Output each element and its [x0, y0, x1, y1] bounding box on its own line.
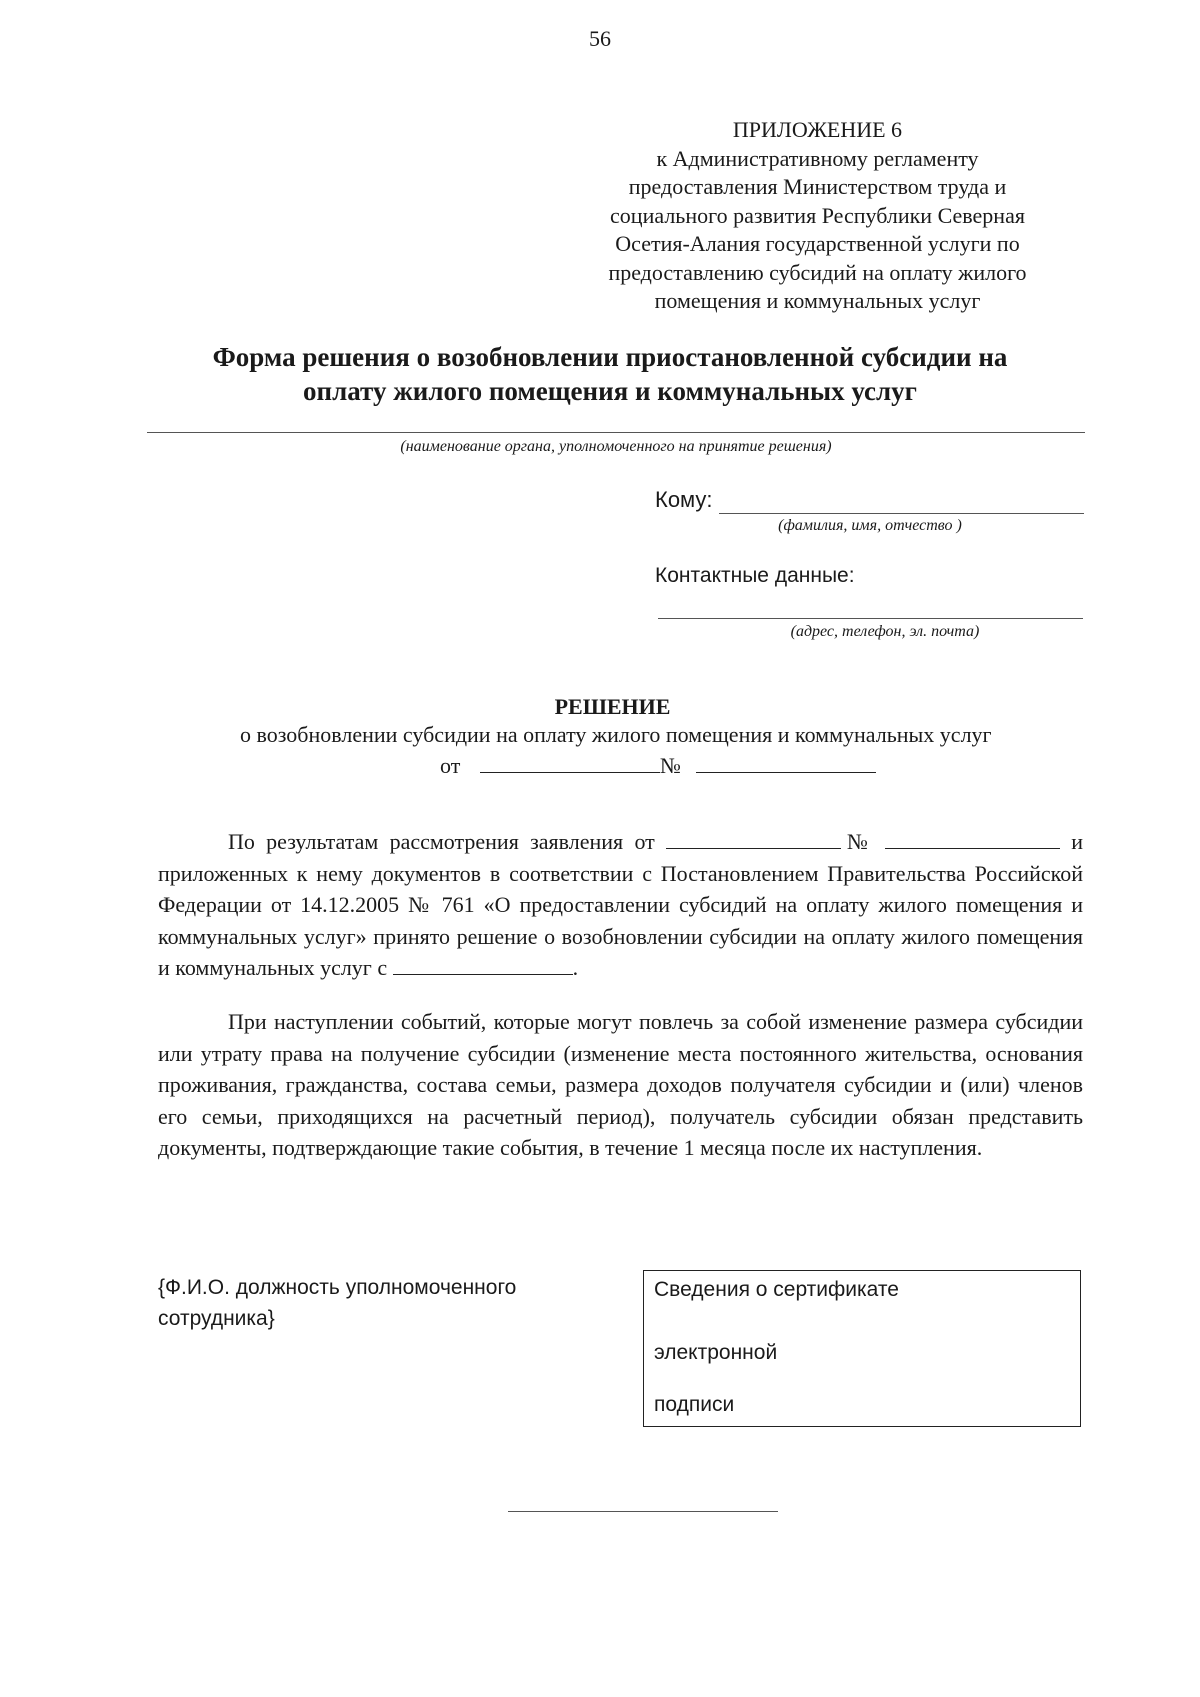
- decision-subtitle: о возобновлении субсидии на оплату жилого помещения и коммунальных услуг: [240, 722, 992, 747]
- recipient-label: Кому:: [655, 487, 713, 512]
- decision-heading: РЕШЕНИЕ: [554, 694, 671, 719]
- application-number-blank: [885, 828, 1060, 849]
- recipient-name-line: [719, 513, 1084, 514]
- appendix-header: [560, 116, 1075, 316]
- certificate-line-1: Сведения о сертификате: [654, 1278, 899, 1301]
- appendix-line: к Административному регламенту: [656, 145, 979, 171]
- certificate-line-2: электронной: [654, 1341, 778, 1364]
- recipient-caption: (фамилия, имя, отчество ): [778, 517, 962, 534]
- appendix-line: предоставления Министерством труда и: [628, 174, 1007, 199]
- contact-line: [658, 618, 1083, 619]
- appendix-line: социального развития Республики Северная: [610, 202, 1025, 228]
- decision-date-blank: [480, 752, 660, 773]
- authority-caption: (наименование органа, уполномоченного на принятие решения): [400, 438, 832, 455]
- contact-label: Контактные данные:: [655, 564, 855, 587]
- paragraph-1-body: и приложенных к нему документов в соответствии с Постановлением Правительства Российской Федерации от 14.12.2005 № 761 «О предоставлении субсидий на оплату жилого помещения и коммунальных услуг» принято решение о возобновлении субсидии на оплату жилого помещения и коммунальных услуг с: [158, 829, 1084, 980]
- appendix-line: помещения и коммунальных услуг: [654, 288, 981, 313]
- page-number: 56: [589, 26, 611, 51]
- contact-caption: (адрес, телефон, эл. почта): [790, 623, 980, 640]
- appendix-line: Осетия-Алания государственной услуги по: [615, 231, 1020, 256]
- authority-name-line: [147, 432, 1085, 433]
- decision-number-blank: [696, 752, 876, 773]
- decision-date-number: [440, 752, 876, 779]
- bottom-divider: [508, 1511, 778, 1512]
- certificate-box: [643, 1270, 1081, 1427]
- form-title: [160, 340, 1060, 408]
- paragraph-1-end: .: [572, 955, 579, 980]
- number-sign: №: [659, 753, 681, 778]
- appendix-title: ПРИЛОЖЕНИЕ 6: [732, 117, 903, 142]
- appendix-line: предоставлению субсидий на оплату жилого: [608, 259, 1027, 285]
- paragraph-1: [158, 826, 1083, 984]
- paragraph-1-start: По результатам рассмотрения заявления от: [228, 829, 655, 854]
- form-title-line-2: оплату жилого помещения и коммунальных услуг: [303, 376, 917, 406]
- date-label: от: [440, 753, 461, 778]
- application-date-blank: [666, 828, 841, 849]
- application-number-sign: №: [841, 829, 874, 854]
- certificate-line-3: подписи: [654, 1393, 735, 1416]
- paragraph-2: При наступлении событий, которые могут повлечь за собой изменение размера субсидии или утрату права на получение субсидии (изменение места постоянного жительства, основания проживания, гражданства, состава семьи, размера доходов получателя субсидии и (или) членов его семьи, приходящихся на расчетный период), получатель субсидии обязан представить документы, подтверждающие такие события, в течение 1 месяца после их наступления.: [158, 1009, 1083, 1160]
- form-title-line-1: Форма решения о возобновлении приостановленной субсидии на: [212, 342, 1008, 372]
- resume-date-blank: [393, 954, 573, 975]
- official-signature-placeholder: {Ф.И.О. должность уполномоченного сотрудника}: [158, 1276, 517, 1330]
